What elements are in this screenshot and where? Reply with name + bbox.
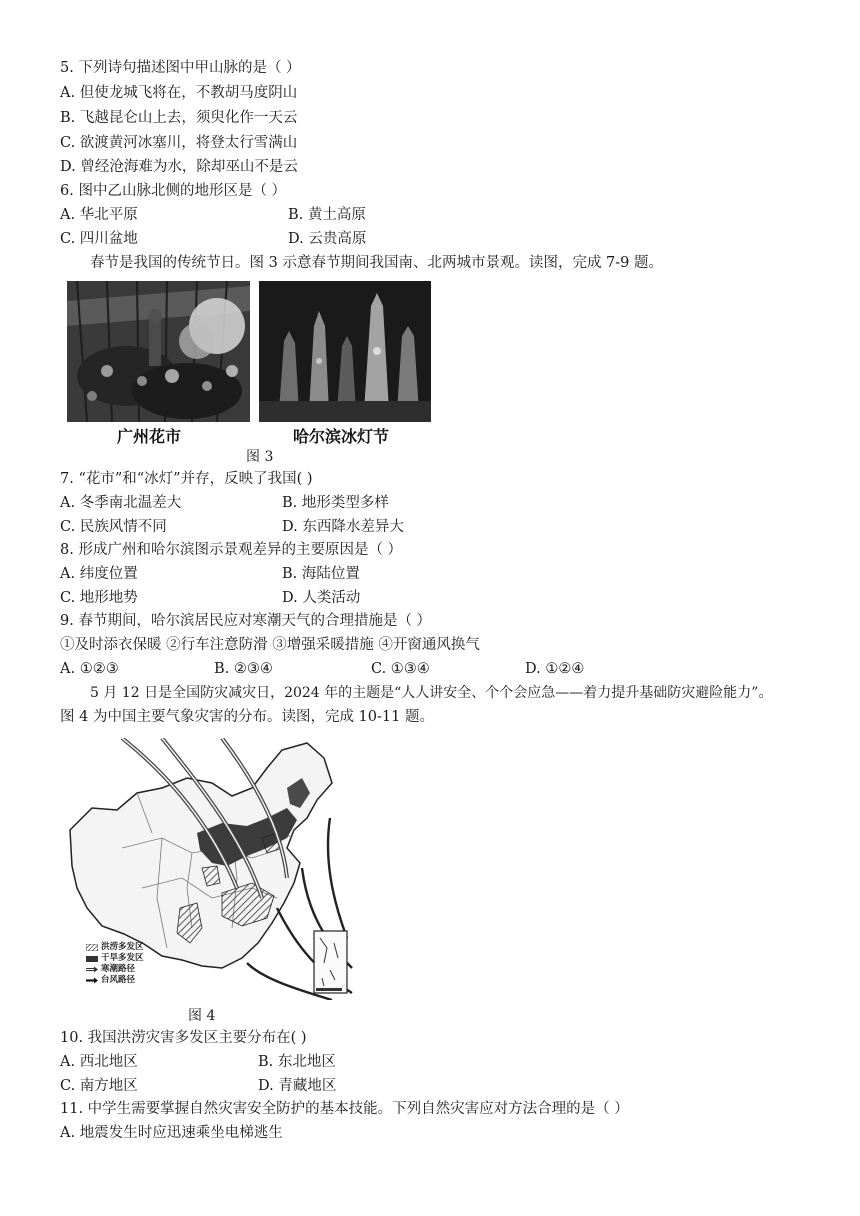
q6-stem: 6. 图中乙山脉北侧的地形区是（ ） [60, 183, 287, 199]
q6-option-d: D. 云贵高原 [288, 231, 367, 247]
legend-typhoon [86, 975, 144, 986]
q9-option-a: A. ①②③ [60, 661, 119, 677]
map-legend [86, 942, 144, 986]
q5-option-c: C. 欲渡黄河冰塞川，将登太行雪满山 [60, 135, 298, 151]
q6-option-a: A. 华北平原 [60, 207, 138, 223]
legend-cold-wave-label: 寒潮路径 [101, 964, 136, 974]
q11-option-a: A. 地震发生时应迅速乘坐电梯逃生 [60, 1125, 283, 1141]
q5-stem: 5. 下列诗句描述图中甲山脉的是（ ） [60, 60, 301, 76]
q7-option-a: A. 冬季南北温差大 [60, 495, 182, 511]
guangzhou-flower-market-photo [67, 281, 250, 422]
harbin-caption: 哈尔滨冰灯节 [293, 427, 390, 446]
q8-option-d: D. 人类活动 [282, 590, 361, 606]
q8-option-c: C. 地形地势 [60, 590, 138, 606]
q10-option-b: B. 东北地区 [258, 1054, 336, 1070]
legend-flood [86, 942, 144, 953]
intro-10-11-line2: 图 4 为中国主要气象灾害的分布。读图，完成 10-11 题。 [60, 709, 434, 725]
intro-10-11-line1: 5 月 12 日是全国防灾减灾日，2024 年的主题是“人人讲安全、个个会应急——着力提升基础防灾避险能力”。 [90, 685, 773, 701]
q7-stem: 7. “花市”和“冰灯”并存，反映了我国( ) [60, 471, 313, 487]
q7-option-b: B. 地形类型多样 [282, 495, 389, 511]
q8-stem: 8. 形成广州和哈尔滨图示景观差异的主要原因是（ ） [60, 542, 403, 558]
q10-stem: 10. 我国洪涝灾害多发区主要分布在( ) [60, 1030, 307, 1046]
legend-drought-label: 干旱多发区 [101, 953, 144, 963]
figure-4-label: 图 4 [188, 1008, 216, 1024]
legend-typhoon-label: 台风路径 [101, 975, 136, 985]
q9-option-d: D. ①②④ [525, 661, 585, 677]
q10-option-c: C. 南方地区 [60, 1078, 138, 1094]
q8-option-a: A. 纬度位置 [60, 566, 138, 582]
q7-option-d: D. 东西降水差异大 [282, 519, 404, 535]
q5-option-a: A. 但使龙城飞将在，不教胡马度阴山 [60, 85, 298, 101]
harbin-ice-festival-photo [259, 281, 431, 422]
guangzhou-caption: 广州花市 [117, 427, 182, 446]
q10-option-d: D. 青藏地区 [258, 1078, 337, 1094]
q7-option-c: C. 民族风情不同 [60, 519, 167, 535]
q11-stem: 11. 中学生需要掌握自然灾害安全防护的基本技能。下列自然灾害应对方法合理的是（ ） [60, 1101, 629, 1117]
q8-option-b: B. 海陆位置 [282, 566, 360, 582]
q9-stem: 9. 春节期间，哈尔滨居民应对寒潮天气的合理措施是（ ） [60, 613, 432, 629]
figure-3-label: 图 3 [246, 449, 274, 465]
legend-cold-wave [86, 964, 144, 975]
legend-drought [86, 953, 144, 964]
intro-7-9: 春节是我国的传统节日。图 3 示意春节期间我国南、北两城市景观。读图，完成 7-9 题。 [90, 255, 664, 271]
q9-option-c: C. ①③④ [371, 661, 430, 677]
q5-option-d: D. 曾经沧海难为水，除却巫山不是云 [60, 159, 298, 175]
q9-items: ①及时添衣保暖 ②行车注意防滑 ③增强采暖措施 ④开窗通风换气 [60, 637, 480, 653]
q5-option-b: B. 飞越昆仑山上去，须臾化作一天云 [60, 110, 298, 126]
legend-flood-label: 洪涝多发区 [101, 942, 144, 952]
q10-option-a: A. 西北地区 [60, 1054, 138, 1070]
q6-option-b: B. 黄土高原 [288, 207, 366, 223]
q6-option-c: C. 四川盆地 [60, 231, 138, 247]
q9-option-b: B. ②③④ [214, 661, 273, 677]
